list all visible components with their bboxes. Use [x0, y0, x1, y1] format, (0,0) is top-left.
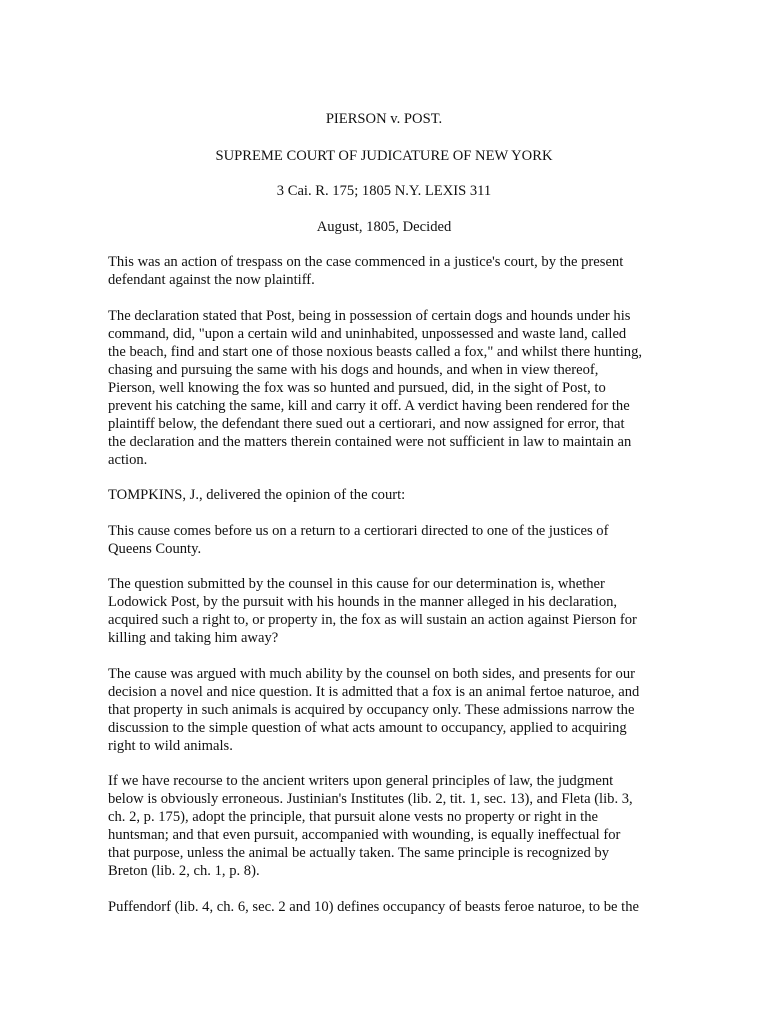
paragraph-line: plaintiff below, the defendant there sued out a certiorari, and now assigned for error, that	[108, 415, 625, 432]
paragraph	[108, 253, 670, 289]
paragraph-line: acquired such a right to, or property in, the fox as will sustain an action against Pierson for	[108, 612, 637, 628]
paragraph-line: Breton (lib. 2, ch. 1, p. 8).	[108, 863, 260, 879]
paragraph-line: The cause was argued with much ability by the counsel on both sides, and presents for our	[108, 665, 636, 682]
paragraph-line: The declaration stated that Post, being in possession of certain dogs and hounds under his	[108, 307, 631, 324]
court-name: SUPREME COURT OF JUDICATURE OF NEW YORK	[215, 148, 553, 164]
paragraph-line: ch. 2, p. 175), adopt the principle, that pursuit alone vests no property or right in the	[108, 809, 599, 825]
paragraph-line: This cause comes before us on a return to a certiorari directed to one of the justices of	[108, 522, 609, 539]
decision-date: August, 1805, Decided	[316, 219, 452, 235]
paragraph-line: discussion to the simple question of what acts amount to occupancy, applied to acquiring	[108, 719, 627, 736]
paragraph-line: that property in such animals is acquired by occupancy only. These admissions narrow the	[108, 701, 635, 718]
paragraph-line: prevent his catching the same, kill and carry it off. A verdict having been rendered for the	[108, 397, 630, 414]
paragraph-line: killing and taking him away?	[108, 630, 279, 646]
paragraph	[108, 772, 670, 880]
paragraph-line: chasing and pursuing the same with his dogs and hounds, and when in view thereof,	[108, 361, 599, 378]
case-citation: 3 Cai. R. 175; 1805 N.Y. LEXIS 311	[276, 183, 492, 199]
paragraph-line: action.	[108, 451, 148, 468]
paragraph-line: below is obviously erroneous. Justinian's Institutes (lib. 2, tit. 1, sec. 13), and Fleta (lib. 3,	[108, 791, 633, 807]
paragraph-line: huntsman; and that even pursuit, accompanied with wounding, is equally ineffectual for	[108, 827, 621, 843]
paragraph-line: that purpose, unless the animal be actually taken. The same principle is recognized by	[108, 845, 610, 861]
paragraph	[108, 665, 670, 755]
paragraph-line: the declaration and the matters therein contained were not sufficient in law to maintain an	[108, 433, 632, 450]
paragraph-line: If we have recourse to the ancient writers upon general principles of law, the judgment	[108, 773, 614, 789]
case-title: PIERSON v. POST.	[325, 111, 443, 127]
paragraph-line: the beach, find and start one of those noxious beasts called a fox," and whilst there hunting,	[108, 343, 643, 360]
paragraph-line: command, did, "upon a certain wild and uninhabited, unpossessed and waste land, called	[108, 325, 627, 342]
paragraph	[108, 898, 670, 916]
paragraph	[108, 486, 670, 504]
paragraph-line: Queens County.	[108, 540, 202, 557]
paragraph-line: This was an action of trespass on the case commenced in a justice's court, by the present	[108, 254, 624, 270]
opinion-body	[108, 253, 670, 933]
paragraph	[108, 307, 670, 469]
paragraph-line: The question submitted by the counsel in this cause for our determination is, whether	[108, 576, 605, 592]
paragraph	[108, 575, 670, 647]
paragraph-line: Puffendorf (lib. 4, ch. 6, sec. 2 and 10) defines occupancy of beasts feroe naturoe, to be the	[108, 898, 640, 915]
paragraph-line: Lodowick Post, by the pursuit with his hounds in the manner alleged in his declaration,	[108, 594, 618, 610]
paragraph-line: Pierson, well knowing the fox was so hunted and pursued, did, in the sight of Post, to	[108, 379, 606, 396]
paragraph-line: right to wild animals.	[108, 737, 233, 754]
paragraph	[108, 522, 670, 558]
paragraph-line: decision a novel and nice question. It is admitted that a fox is an animal fertoe naturoe, and	[108, 683, 640, 700]
paragraph-line: TOMPKINS, J., delivered the opinion of the court:	[108, 487, 406, 503]
paragraph-line: defendant against the now plaintiff.	[108, 272, 315, 288]
